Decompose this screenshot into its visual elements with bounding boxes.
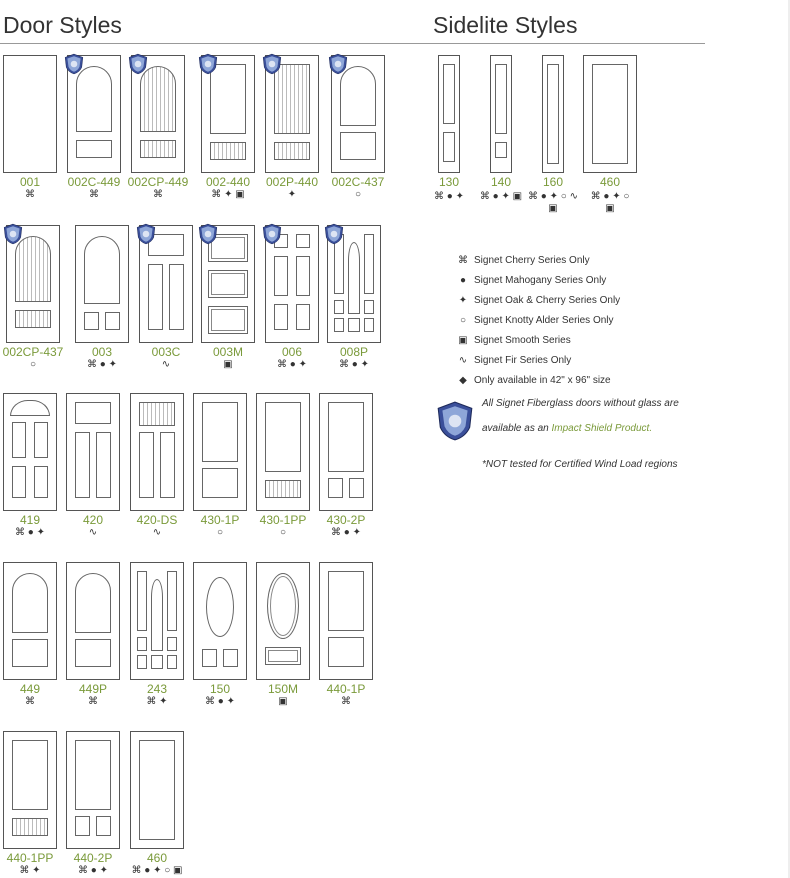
door-panel bbox=[364, 300, 374, 314]
door-panel bbox=[140, 140, 176, 158]
impact-shield-icon bbox=[197, 52, 219, 76]
door-panel bbox=[202, 649, 217, 667]
door-panel bbox=[274, 142, 310, 160]
door-panel bbox=[208, 306, 248, 334]
door-panel bbox=[96, 816, 111, 836]
door-style-003[interactable] bbox=[75, 225, 129, 343]
door-style-430-1p[interactable] bbox=[193, 393, 247, 511]
impact-shield-icon bbox=[2, 222, 24, 246]
series-icons: ○ bbox=[29, 359, 37, 370]
door-style-430-2p[interactable] bbox=[319, 393, 373, 511]
door-panel bbox=[296, 256, 310, 296]
door-code-label: 420-DS bbox=[136, 513, 178, 527]
door-panel bbox=[443, 64, 455, 124]
series-icons: ⌘ bbox=[89, 189, 99, 200]
door-panel bbox=[148, 264, 163, 330]
door-panel bbox=[15, 310, 51, 328]
door-code-label: 460 bbox=[146, 851, 168, 865]
door-panel bbox=[75, 740, 111, 810]
sidelite-code-label: 130 bbox=[438, 175, 460, 189]
impact-shield-icon bbox=[197, 222, 219, 246]
door-panel bbox=[12, 818, 48, 836]
door-panel bbox=[137, 571, 147, 631]
legend-text: Signet Knotty Alder Series Only bbox=[474, 315, 614, 326]
impact-note-line2 bbox=[482, 423, 652, 434]
door-panel bbox=[334, 300, 344, 314]
series-icons: ⌘ ● ✦ bbox=[87, 359, 117, 370]
door-panel bbox=[296, 234, 310, 248]
door-panel bbox=[265, 402, 301, 472]
door-style-440-1p[interactable] bbox=[319, 562, 373, 680]
door-panel bbox=[206, 577, 234, 637]
door-style-460[interactable] bbox=[130, 731, 184, 849]
door-panel bbox=[139, 402, 175, 426]
door-style-150m[interactable] bbox=[256, 562, 310, 680]
door-code-label: 440-1PP bbox=[6, 851, 54, 865]
impact-shield-badge-icon bbox=[434, 400, 476, 442]
legend-symbol-icon: ◆ bbox=[459, 375, 467, 386]
door-style-420[interactable] bbox=[66, 393, 120, 511]
legend-symbol-icon: ✦ bbox=[458, 295, 468, 306]
door-panel bbox=[328, 571, 364, 631]
door-code-label: 440-2P bbox=[73, 851, 113, 865]
door-code-label: 002CP-449 bbox=[127, 175, 189, 189]
door-panel bbox=[547, 64, 559, 164]
series-icons: ⌘ ● ✦ ○ ▣ bbox=[590, 191, 630, 214]
door-code-label: 001 bbox=[19, 175, 41, 189]
impact-shield-icon bbox=[261, 52, 283, 76]
impact-note-prefix: available as an bbox=[482, 423, 549, 434]
door-panel bbox=[223, 649, 238, 667]
door-code-label: 002-440 bbox=[205, 175, 251, 189]
door-code-label: 150 bbox=[209, 682, 231, 696]
door-panel bbox=[495, 64, 507, 134]
series-icons: ⌘ ● ✦ ○ ▣ bbox=[131, 865, 183, 876]
door-code-label: 008P bbox=[339, 345, 369, 359]
series-icons: ⌘ bbox=[341, 696, 351, 707]
door-code-label: 002C-437 bbox=[331, 175, 385, 189]
door-panel bbox=[348, 318, 360, 332]
impact-shield-icon bbox=[63, 52, 85, 76]
door-code-label: 430-2P bbox=[326, 513, 366, 527]
legend-text: Only available in 42" x 96" size bbox=[474, 375, 611, 386]
legend-text: Signet Oak & Cherry Series Only bbox=[474, 295, 621, 306]
legend-text: Signet Mahogany Series Only bbox=[474, 275, 607, 286]
door-code-label: 002C-449 bbox=[67, 175, 121, 189]
series-icons: ⌘ ✦ ▣ bbox=[211, 189, 245, 200]
door-panel bbox=[348, 242, 360, 314]
door-panel bbox=[34, 466, 48, 498]
legend-item bbox=[456, 335, 571, 346]
door-panel bbox=[75, 402, 111, 424]
door-code-label: 430-1P bbox=[200, 513, 240, 527]
door-panel bbox=[160, 432, 175, 498]
impact-shield-link[interactable]: Impact Shield Product. bbox=[551, 423, 653, 434]
sidelite-code-label: 140 bbox=[490, 175, 512, 189]
door-panel bbox=[151, 655, 163, 669]
door-panel bbox=[265, 647, 301, 665]
door-panel bbox=[364, 318, 374, 332]
sidelite-code-label: 460 bbox=[599, 175, 621, 189]
door-code-label: 003C bbox=[151, 345, 181, 359]
door-code-label: 430-1PP bbox=[259, 513, 307, 527]
series-icons: ○ bbox=[216, 527, 224, 538]
door-panel bbox=[202, 468, 238, 498]
impact-shield-icon bbox=[127, 52, 149, 76]
series-icons: ⌘ ✦ bbox=[19, 865, 41, 876]
door-style-419[interactable] bbox=[3, 393, 57, 511]
door-code-label: 440-1P bbox=[326, 682, 366, 696]
door-panel bbox=[75, 432, 90, 498]
legend-item bbox=[456, 275, 606, 286]
series-icons: ∿ bbox=[161, 359, 171, 370]
impact-shield-icon bbox=[327, 52, 349, 76]
door-style-420-ds[interactable] bbox=[130, 393, 184, 511]
door-panel bbox=[139, 432, 154, 498]
door-panel bbox=[105, 312, 120, 330]
door-panel bbox=[592, 64, 628, 164]
wind-load-note: *NOT tested for Certified Wind Load regions bbox=[482, 459, 678, 470]
door-panel bbox=[202, 402, 238, 462]
door-code-label: 003M bbox=[212, 345, 244, 359]
door-panel bbox=[349, 478, 364, 498]
sidelite-style-140[interactable] bbox=[490, 55, 512, 173]
series-icons: ⌘ ● ✦ bbox=[205, 696, 235, 707]
series-icons: ○ bbox=[354, 189, 362, 200]
door-panel bbox=[334, 318, 344, 332]
series-icons: ⌘ bbox=[25, 189, 35, 200]
door-panel bbox=[274, 304, 288, 330]
door-panel bbox=[328, 637, 364, 667]
door-style-001[interactable] bbox=[3, 55, 57, 173]
door-panel bbox=[296, 304, 310, 330]
sidelite-style-130[interactable] bbox=[438, 55, 460, 173]
impact-shield-icon bbox=[323, 222, 345, 246]
door-panel bbox=[495, 142, 507, 158]
door-panel bbox=[328, 478, 343, 498]
door-panel bbox=[137, 655, 147, 669]
door-panel bbox=[12, 573, 48, 633]
legend-item bbox=[456, 255, 590, 266]
impact-shield-icon bbox=[261, 222, 283, 246]
legend-text: Signet Smooth Series bbox=[474, 335, 571, 346]
door-code-label: 150M bbox=[267, 682, 299, 696]
legend-item bbox=[456, 355, 571, 366]
door-panel bbox=[76, 140, 112, 158]
door-panel bbox=[84, 312, 99, 330]
door-panel bbox=[10, 400, 50, 416]
door-panel bbox=[328, 402, 364, 472]
door-code-label: 449P bbox=[78, 682, 108, 696]
sidelite-style-160[interactable] bbox=[542, 55, 564, 173]
door-panel bbox=[137, 637, 147, 651]
door-code-label: 419 bbox=[19, 513, 41, 527]
series-icons: ⌘ ● ✦ bbox=[277, 359, 307, 370]
door-panel bbox=[12, 466, 26, 498]
door-panel bbox=[96, 432, 111, 498]
door-code-label: 003 bbox=[91, 345, 113, 359]
impact-shield-icon bbox=[135, 222, 157, 246]
door-panel bbox=[167, 571, 177, 631]
door-panel bbox=[274, 256, 288, 296]
door-panel bbox=[340, 132, 376, 160]
door-panel bbox=[167, 655, 177, 669]
door-panel bbox=[364, 234, 374, 294]
series-icons: ⌘ ● ✦ ○ ∿ ▣ bbox=[528, 191, 578, 214]
series-icons: ▣ bbox=[223, 359, 233, 370]
series-icons: ∿ bbox=[152, 527, 162, 538]
door-style-440-1pp[interactable] bbox=[3, 731, 57, 849]
series-icons: ✦ bbox=[287, 189, 297, 200]
header-divider bbox=[0, 43, 705, 44]
door-panel bbox=[139, 740, 175, 840]
legend-item bbox=[456, 295, 620, 306]
series-icons: ⌘ ● ✦ bbox=[78, 865, 108, 876]
legend-text: Signet Fir Series Only bbox=[474, 355, 572, 366]
series-icons: ⌘ bbox=[88, 696, 98, 707]
door-panel bbox=[208, 270, 248, 298]
series-icons: ⌘ ✦ bbox=[146, 696, 168, 707]
door-code-label: 243 bbox=[146, 682, 168, 696]
door-code-label: 420 bbox=[82, 513, 104, 527]
series-icons: ▣ bbox=[278, 696, 288, 707]
door-panel bbox=[12, 740, 48, 810]
door-style-449p[interactable] bbox=[66, 562, 120, 680]
door-style-150[interactable] bbox=[193, 562, 247, 680]
legend-item bbox=[456, 315, 614, 326]
door-style-449[interactable] bbox=[3, 562, 57, 680]
door-code-label: 449 bbox=[19, 682, 41, 696]
legend-symbol-icon: ○ bbox=[459, 315, 467, 326]
door-panel bbox=[167, 637, 177, 651]
series-icons: ⌘ bbox=[153, 189, 163, 200]
series-icons: ⌘ bbox=[25, 696, 35, 707]
series-icons: ⌘ ● ✦ ▣ bbox=[479, 191, 523, 202]
door-panel bbox=[75, 573, 111, 633]
series-icons: ⌘ ● ✦ bbox=[434, 191, 464, 202]
door-panel bbox=[12, 422, 26, 458]
door-panel bbox=[443, 132, 455, 162]
legend-item bbox=[456, 375, 611, 386]
legend-symbol-icon: ∿ bbox=[458, 355, 468, 366]
door-code-label: 002P-440 bbox=[265, 175, 319, 189]
impact-note-line1: All Signet Fiberglass doors without glass are bbox=[482, 398, 679, 409]
door-code-label: 002CP-437 bbox=[2, 345, 64, 359]
series-icons: ∿ bbox=[88, 527, 98, 538]
legend-symbol-icon: ▣ bbox=[458, 335, 468, 346]
sidelite-styles-title: Sidelite Styles bbox=[433, 12, 578, 38]
series-icons: ○ bbox=[279, 527, 287, 538]
door-panel bbox=[34, 422, 48, 458]
sidelite-code-label: 160 bbox=[542, 175, 564, 189]
door-panel bbox=[151, 579, 163, 651]
door-panel bbox=[265, 480, 301, 498]
legend-symbol-icon: ● bbox=[459, 275, 467, 286]
door-style-430-1pp[interactable] bbox=[256, 393, 310, 511]
door-panel bbox=[12, 639, 48, 667]
legend-text: Signet Cherry Series Only bbox=[474, 255, 590, 266]
legend-symbol-icon: ⌘ bbox=[458, 255, 468, 266]
door-styles-title: Door Styles bbox=[3, 12, 122, 38]
door-panel bbox=[267, 573, 299, 639]
door-style-243[interactable] bbox=[130, 562, 184, 680]
door-panel bbox=[75, 816, 90, 836]
series-icons: ⌘ ● ✦ bbox=[339, 359, 369, 370]
door-panel bbox=[75, 639, 111, 667]
door-panel bbox=[169, 264, 184, 330]
series-icons: ⌘ ● ✦ bbox=[331, 527, 361, 538]
series-icons: ⌘ ● ✦ bbox=[15, 527, 45, 538]
door-panel bbox=[210, 142, 246, 160]
door-panel bbox=[84, 236, 120, 304]
door-code-label: 006 bbox=[281, 345, 303, 359]
sidelite-style-460[interactable] bbox=[583, 55, 637, 173]
door-style-440-2p[interactable] bbox=[66, 731, 120, 849]
